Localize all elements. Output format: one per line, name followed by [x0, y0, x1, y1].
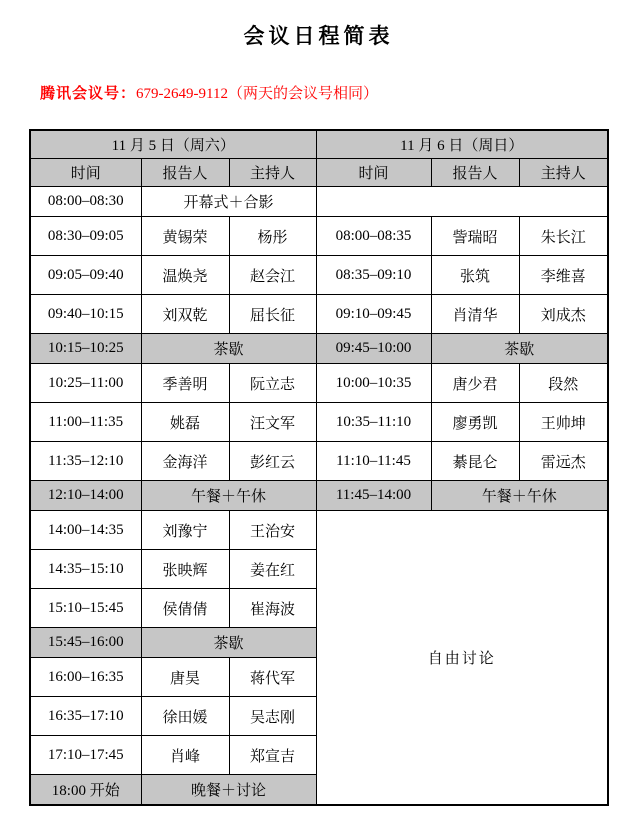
- time-cell: 18:00 开始: [30, 775, 141, 806]
- chair-cell: 赵会江: [229, 256, 316, 295]
- speaker-cell: 姚磊: [141, 403, 229, 442]
- chair-cell: 郑宣吉: [229, 736, 316, 775]
- time-cell: 08:00–08:35: [316, 217, 431, 256]
- event-cell: 茶歇: [141, 334, 316, 364]
- chair-cell: 王帅坤: [519, 403, 608, 442]
- chair-cell: 姜在红: [229, 550, 316, 589]
- day-header-row: [30, 130, 608, 159]
- speaker-cell: 侯倩倩: [141, 589, 229, 628]
- empty-cell: [316, 187, 608, 217]
- meeting-id-note: （两天的会议号相同）: [227, 86, 378, 102]
- chair-cell: 彭红云: [229, 442, 316, 481]
- chair-cell: 阮立志: [229, 364, 316, 403]
- time-cell: 17:10–17:45: [30, 736, 141, 775]
- event-cell: 茶歇: [431, 334, 608, 364]
- chair-cell: 段然: [519, 364, 608, 403]
- time-cell: 09:45–10:00: [316, 334, 431, 364]
- column-header-cell: 时间: [30, 159, 141, 187]
- speaker-cell: 张映辉: [141, 550, 229, 589]
- page-title: 会议日程简表: [243, 24, 394, 48]
- chair-cell: 雷远杰: [519, 442, 608, 481]
- time-cell: 08:00–08:30: [30, 187, 141, 217]
- time-cell: 08:35–09:10: [316, 256, 431, 295]
- column-header-cell: 报告人: [431, 159, 519, 187]
- time-cell: 10:15–10:25: [30, 334, 141, 364]
- time-cell: 12:10–14:00: [30, 481, 141, 511]
- time-cell: 14:00–14:35: [30, 511, 141, 550]
- meeting-id-number: 679-2649-9112: [136, 86, 228, 102]
- event-cell: 午餐＋午休: [431, 481, 608, 511]
- speaker-cell: 廖勇凯: [431, 403, 519, 442]
- schedule-row: [30, 403, 608, 442]
- time-cell: 10:35–11:10: [316, 403, 431, 442]
- chair-cell: 蒋代军: [229, 658, 316, 697]
- speaker-cell: 金海洋: [141, 442, 229, 481]
- speaker-cell: 温焕尧: [141, 256, 229, 295]
- chair-cell: 汪文军: [229, 403, 316, 442]
- time-cell: 10:00–10:35: [316, 364, 431, 403]
- time-cell: 11:10–11:45: [316, 442, 431, 481]
- time-cell: 11:35–12:10: [30, 442, 141, 481]
- time-cell: 16:00–16:35: [30, 658, 141, 697]
- schedule-row: [30, 511, 608, 550]
- schedule-row: [30, 334, 608, 364]
- meeting-info-line: [40, 82, 378, 103]
- time-cell: 16:35–17:10: [30, 697, 141, 736]
- speaker-cell: 肖清华: [431, 295, 519, 334]
- speaker-cell: 刘豫宁: [141, 511, 229, 550]
- chair-cell: 崔海波: [229, 589, 316, 628]
- schedule-row: [30, 442, 608, 481]
- chair-cell: 李维喜: [519, 256, 608, 295]
- time-cell: 09:05–09:40: [30, 256, 141, 295]
- time-cell: 09:10–09:45: [316, 295, 431, 334]
- time-cell: 11:00–11:35: [30, 403, 141, 442]
- column-header-cell: 主持人: [519, 159, 608, 187]
- conference-schedule-table: [29, 129, 609, 806]
- time-cell: 15:10–15:45: [30, 589, 141, 628]
- speaker-cell: 唐少君: [431, 364, 519, 403]
- day-header-cell-1: 11 月 5 日（周六）: [30, 130, 316, 159]
- time-cell: 11:45–14:00: [316, 481, 431, 511]
- column-header-cell: 报告人: [141, 159, 229, 187]
- speaker-cell: 张筑: [431, 256, 519, 295]
- chair-cell: 刘成杰: [519, 295, 608, 334]
- time-cell: 08:30–09:05: [30, 217, 141, 256]
- day-header-cell-2: 11 月 6 日（周日）: [316, 130, 608, 159]
- chair-cell: 杨彤: [229, 217, 316, 256]
- speaker-cell: 綦昆仑: [431, 442, 519, 481]
- speaker-cell: 徐田媛: [141, 697, 229, 736]
- column-header-cell: 主持人: [229, 159, 316, 187]
- event-cell: 茶歇: [141, 628, 316, 658]
- speaker-cell: 唐昊: [141, 658, 229, 697]
- schedule-row: [30, 217, 608, 256]
- schedule-row: [30, 187, 608, 217]
- time-cell: 15:45–16:00: [30, 628, 141, 658]
- time-cell: 10:25–11:00: [30, 364, 141, 403]
- time-cell: 14:35–15:10: [30, 550, 141, 589]
- chair-cell: 吴志刚: [229, 697, 316, 736]
- schedule-row: [30, 364, 608, 403]
- column-header-cell: 时间: [316, 159, 431, 187]
- free-cell: 自由讨论: [316, 511, 608, 806]
- chair-cell: 王治安: [229, 511, 316, 550]
- schedule-row: [30, 481, 608, 511]
- column-header-row: [30, 159, 608, 187]
- speaker-cell: 刘双乾: [141, 295, 229, 334]
- schedule-row: [30, 256, 608, 295]
- speaker-cell: 訾瑞昭: [431, 217, 519, 256]
- event-cell: 晚餐＋讨论: [141, 775, 316, 806]
- schedule-row: [30, 295, 608, 334]
- speaker-cell: 黄锡荣: [141, 217, 229, 256]
- event-cell: 开幕式＋合影: [141, 187, 316, 217]
- meeting-id-label: 腾讯会议号：: [40, 86, 137, 102]
- chair-cell: 朱长江: [519, 217, 608, 256]
- speaker-cell: 肖峰: [141, 736, 229, 775]
- chair-cell: 屈长征: [229, 295, 316, 334]
- time-cell: 09:40–10:15: [30, 295, 141, 334]
- event-cell: 午餐＋午休: [141, 481, 316, 511]
- speaker-cell: 季善明: [141, 364, 229, 403]
